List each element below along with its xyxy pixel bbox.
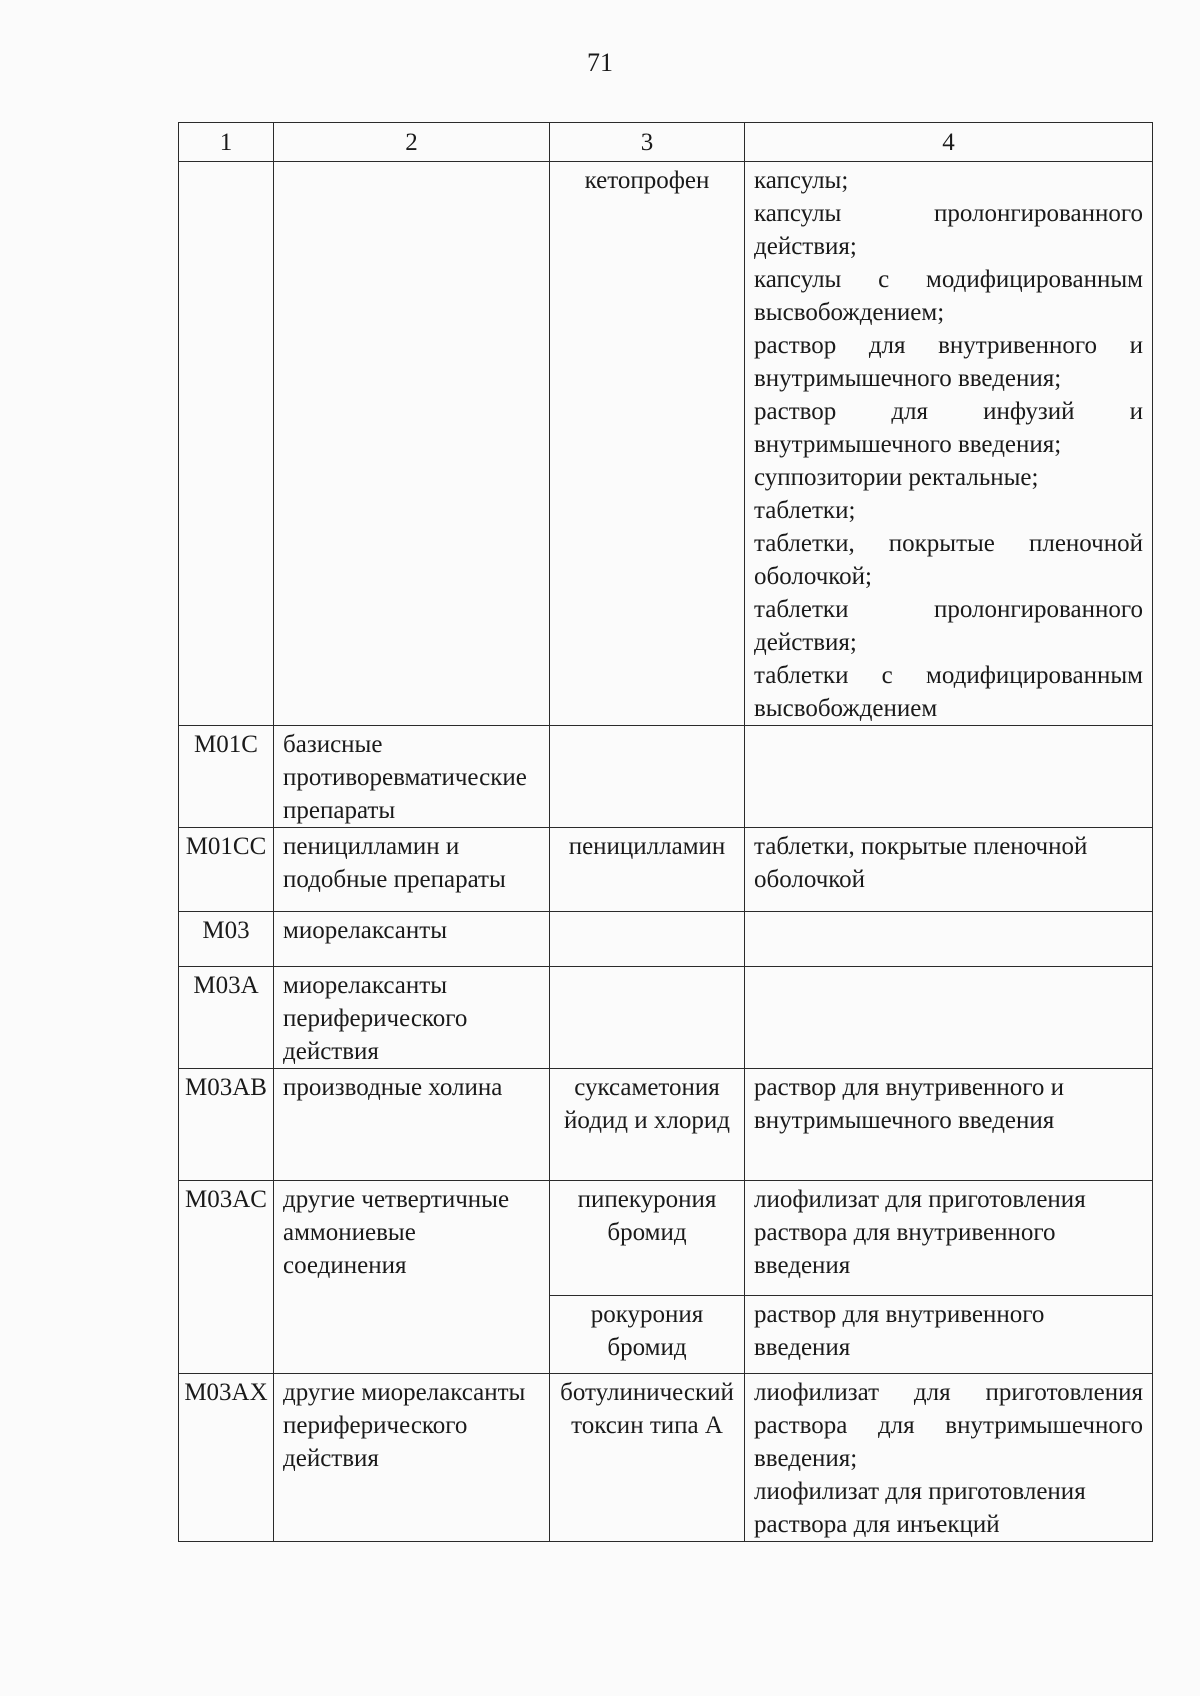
form-line: раствор для инфузий и (754, 398, 1143, 425)
drug-cell (550, 967, 745, 1069)
form-line: лиофилизат для приготовления раствора для внутримышечного введения; (754, 1379, 1143, 1472)
form-line: оболочкой; (754, 563, 872, 590)
table-row (179, 828, 1153, 912)
forms-cell: лиофилизат для приготовления раствора для внутривенного введения (745, 1181, 1153, 1296)
forms-cell (745, 162, 1153, 726)
form-line: высвобождением (754, 695, 938, 722)
table-row (179, 1069, 1153, 1181)
code-cell: M03AC (179, 1181, 274, 1374)
drug-cell: ботулинический токсин типа А (550, 1374, 745, 1542)
table-row (179, 1181, 1153, 1296)
forms-cell: раствор для внутривенного введения (745, 1296, 1153, 1374)
forms-cell (745, 1374, 1153, 1542)
group-cell: другие четвертичные аммониевые соединения (274, 1181, 550, 1374)
form-line: капсулы пролонгированного (754, 200, 1143, 227)
form-line: раствор для внутривенного и (754, 332, 1143, 359)
form-line: таблетки, покрытые пленочной (754, 530, 1143, 557)
code-cell: M03A (179, 967, 274, 1069)
header-col-2: 2 (274, 123, 550, 162)
group-cell: пеницилламин и подобные препараты (274, 828, 550, 912)
form-line: лиофилизат для приготовления раствора для инъекций (754, 1478, 1086, 1538)
group-cell: миорелаксанты периферического действия (274, 967, 550, 1069)
drug-cell: суксаметония йодид и хлорид (550, 1069, 745, 1181)
table-row (179, 912, 1153, 967)
form-line: капсулы; (754, 167, 849, 194)
form-line: внутримышечного введения; (754, 431, 1062, 458)
drug-cell: рокурония бромид (550, 1296, 745, 1374)
form-line: действия; (754, 233, 857, 260)
drug-table (178, 122, 1153, 1542)
forms-cell: раствор для внутривенного и внутримышечного введения (745, 1069, 1153, 1181)
table-row (179, 967, 1153, 1069)
drug-cell (550, 912, 745, 967)
forms-cell (745, 967, 1153, 1069)
drug-cell: кетопрофен (550, 162, 745, 726)
code-cell: M01C (179, 726, 274, 828)
form-line: суппозитории ректальные; (754, 464, 1039, 491)
table-row (179, 162, 1153, 726)
page-number: 71 (587, 48, 613, 77)
code-cell: M01CC (179, 828, 274, 912)
group-cell: базисные противоревматические препараты (274, 726, 550, 828)
form-line: таблетки пролонгированного (754, 596, 1143, 623)
drug-cell (550, 726, 745, 828)
group-cell (274, 162, 550, 726)
form-line: таблетки; (754, 497, 856, 524)
code-cell: M03AX (179, 1374, 274, 1542)
table-row (179, 1374, 1153, 1542)
group-cell: миорелаксанты (274, 912, 550, 967)
table-row (179, 726, 1153, 828)
header-col-3: 3 (550, 123, 745, 162)
forms-cell (745, 912, 1153, 967)
group-cell: другие миорелаксанты периферического действия (274, 1374, 550, 1542)
header-col-4: 4 (745, 123, 1153, 162)
code-cell: M03AB (179, 1069, 274, 1181)
code-cell (179, 162, 274, 726)
drug-cell: пеницилламин (550, 828, 745, 912)
form-line: капсулы с модифицированным (754, 266, 1143, 293)
forms-cell (745, 726, 1153, 828)
form-line: таблетки с модифицированным (754, 662, 1143, 689)
forms-cell: таблетки, покрытые пленочной оболочкой (745, 828, 1153, 912)
form-line: высвобождением; (754, 299, 945, 326)
form-line: действия; (754, 629, 857, 656)
form-line: внутримышечного введения; (754, 365, 1062, 392)
code-cell: M03 (179, 912, 274, 967)
group-cell: производные холина (274, 1069, 550, 1181)
header-col-1: 1 (179, 123, 274, 162)
table-header-row (179, 123, 1153, 162)
drug-cell: пипекурония бромид (550, 1181, 745, 1296)
